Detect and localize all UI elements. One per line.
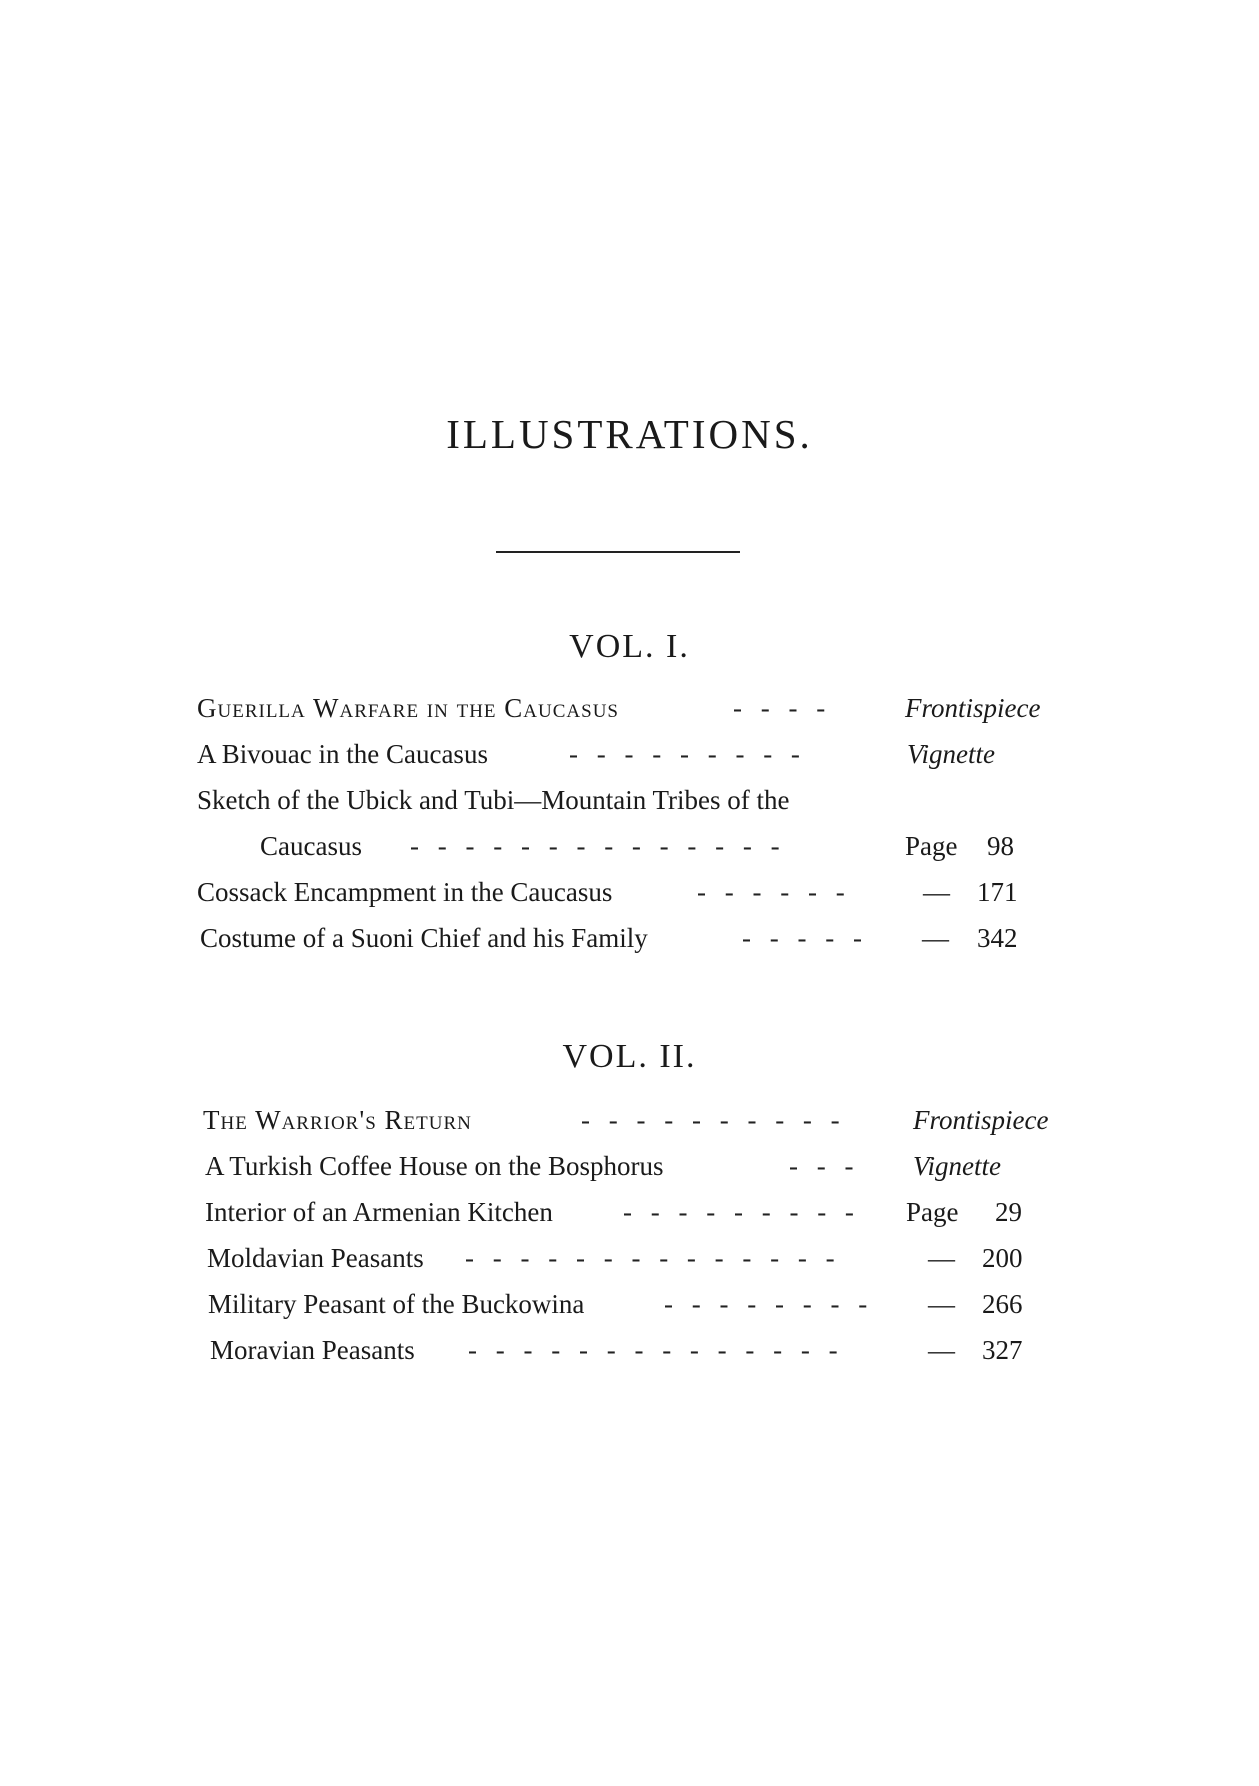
leader-dots: - - - -: [733, 693, 832, 723]
list-item: [197, 734, 1057, 774]
entry-title: Costume of a Suoni Chief and his Family: [200, 923, 648, 953]
leader-dots: - - - - - - - - -: [569, 739, 806, 769]
page-label: Page: [906, 1197, 959, 1227]
leader-dots: - - - - -: [742, 923, 868, 953]
list-item: [207, 1238, 1067, 1278]
entry-title: Cossack Encampment in the Caucasus: [197, 877, 613, 907]
list-item: [197, 688, 1057, 728]
ditto-dash: —: [928, 1289, 955, 1319]
entry-title: Caucasus: [260, 831, 362, 861]
entry-title: Military Peasant of the Buckowina: [208, 1289, 585, 1319]
page-number: 98: [987, 831, 1014, 861]
leader-dots: - - - - - - - - - -: [581, 1105, 846, 1135]
leader-dots: - - - - - - - - -: [623, 1197, 860, 1227]
leader-dots: - - - - - - - - - - - - - -: [410, 831, 786, 861]
page-number: 342: [977, 923, 1018, 953]
leader-dots: - - -: [789, 1151, 860, 1181]
entry-reference: Vignette: [907, 739, 995, 769]
entry-reference: Frontispiece: [905, 693, 1041, 723]
leader-dots: - - - - - -: [697, 877, 851, 907]
ditto-dash: —: [923, 877, 950, 907]
list-item: [197, 780, 1057, 820]
entry-title: Guerilla Warfare in the Caucasus: [197, 693, 619, 723]
page-label: Page: [905, 831, 958, 861]
page-title: ILLUSTRATIONS.: [446, 411, 813, 457]
list-item: [203, 1100, 1063, 1140]
vol-2-heading: VOL. II.: [562, 1038, 697, 1075]
entry-title: A Bivouac in the Caucasus: [197, 739, 488, 769]
list-item: [205, 1192, 1065, 1232]
page-number: 29: [995, 1197, 1022, 1227]
entry-title: Interior of an Armenian Kitchen: [205, 1197, 553, 1227]
leader-dots: - - - - - - - -: [664, 1289, 874, 1319]
page-number: 327: [982, 1335, 1023, 1365]
list-item: [200, 918, 1060, 958]
entry-reference: Frontispiece: [913, 1105, 1049, 1135]
ditto-dash: —: [928, 1335, 955, 1365]
list-item: [210, 1330, 1070, 1370]
entry-title: Sketch of the Ubick and Tubi—Mountain Tribes of the: [197, 785, 790, 815]
entry-title: Moldavian Peasants: [207, 1243, 424, 1273]
entry-title: A Turkish Coffee House on the Bosphorus: [205, 1151, 664, 1181]
list-item: [197, 826, 1057, 866]
list-item: [197, 872, 1057, 912]
list-item: [208, 1284, 1068, 1324]
page-number: 171: [977, 877, 1018, 907]
entry-reference: Vignette: [913, 1151, 1001, 1181]
leader-dots: - - - - - - - - - - - - - -: [468, 1335, 844, 1365]
title-divider: [496, 551, 740, 553]
entry-title: The Warrior's Return: [203, 1105, 472, 1135]
vol-1-heading: VOL. I.: [569, 628, 690, 665]
page-number: 266: [982, 1289, 1023, 1319]
page-number: 200: [982, 1243, 1023, 1273]
entry-title: Moravian Peasants: [210, 1335, 415, 1365]
ditto-dash: —: [922, 923, 949, 953]
ditto-dash: —: [928, 1243, 955, 1273]
list-item: [205, 1146, 1065, 1186]
leader-dots: - - - - - - - - - - - - - -: [465, 1243, 841, 1273]
